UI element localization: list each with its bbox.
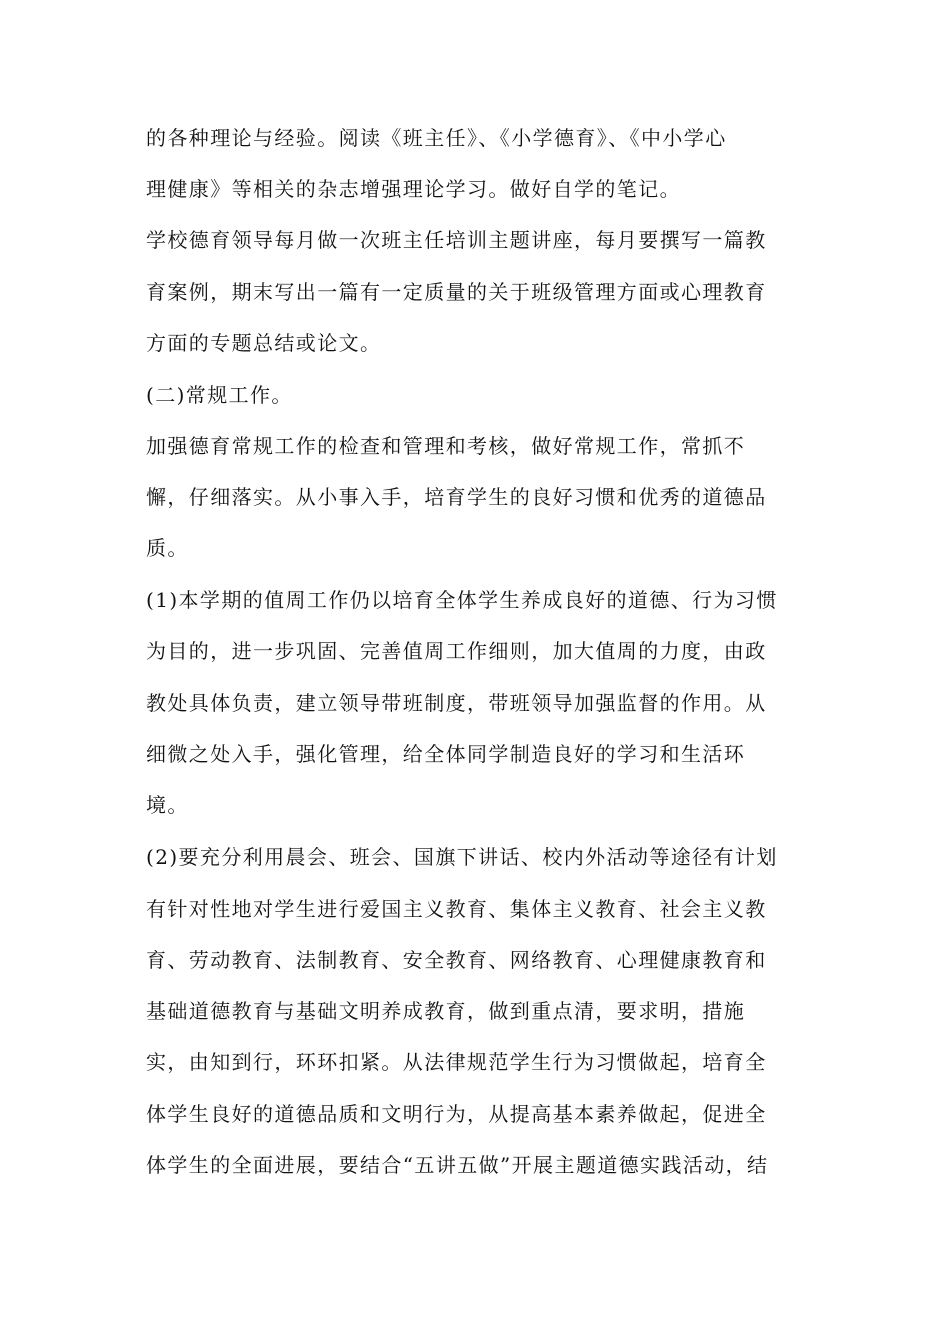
text-line: 加强德育常规工作的检查和管理和考核，做好常规工作，常抓不: [146, 434, 746, 458]
text-line: (1)本学期的值周工作仍以培育全体学生养成良好的道德、行为习惯: [146, 588, 778, 612]
text-line: 体学生良好的道德品质和文明行为，从提高基本素养做起，促进全: [146, 1102, 767, 1126]
text-line: 的各种理论与经验。阅读《班主任》、《小学德育》、《中小学心: [146, 126, 727, 150]
text-line: (2)要充分利用晨会、班会、国旗下讲话、校内外活动等途径有计划: [146, 845, 778, 869]
text-line: 方面的专题总结或论文。: [146, 331, 382, 355]
section-heading: (二)常规工作。: [146, 383, 293, 407]
text-line: 学校德育领导每月做一次班主任培训主题讲座，每月要撰写一篇教: [146, 228, 767, 252]
text-line: 懈，仔细落实。从小事入手，培育学生的良好习惯和优秀的道德品: [146, 485, 767, 509]
text-line: 细微之处入手，强化管理，给全体同学制造良好的学习和生活环: [146, 742, 746, 766]
text-line: 实，由知到行，环环扣紧。从法律规范学生行为习惯做起，培育全: [146, 1050, 767, 1074]
text-line: 理健康》等相关的杂志增强理论学习。做好自学的笔记。: [146, 177, 681, 201]
text-line: 育案例，期末写出一篇有一定质量的关于班级管理方面或心理教育: [146, 280, 767, 304]
text-line: 境。: [146, 793, 189, 817]
text-line: 育、劳动教育、法制教育、安全教育、网络教育、心理健康教育和: [146, 948, 767, 972]
text-line: 为目的，进一步巩固、完善值周工作细则，加大值周的力度，由政: [146, 639, 767, 663]
text-line: 基础道德教育与基础文明养成教育，做到重点清，要求明，措施: [146, 999, 746, 1023]
text-line: 有针对性地对学生进行爱国主义教育、集体主义教育、社会主义教: [146, 897, 767, 921]
text-line: 质。: [146, 536, 189, 560]
text-line: 体学生的全面进展，要结合“五讲五做”开展主题道德实践活动，结: [146, 1153, 769, 1177]
text-line: 教处具体负责，建立领导带班制度，带班领导加强监督的作用。从: [146, 691, 767, 715]
